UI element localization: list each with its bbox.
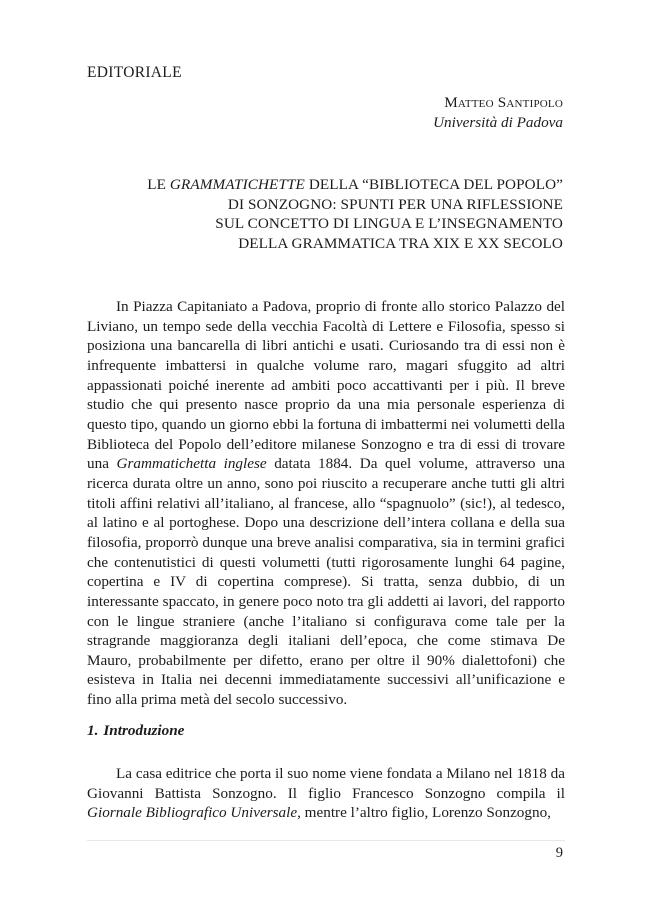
title-line-2: DI SONZOGNO: SPUNTI PER UNA RIFLESSIONE [227, 195, 563, 213]
title-line-4: DELLA GRAMMATICA TRA XIX E XX SECOLO [238, 234, 563, 252]
body-text [87, 764, 565, 823]
body-paragraph [87, 764, 565, 823]
author-block [433, 93, 563, 133]
author-affiliation: Università di Padova [433, 114, 563, 131]
author-name: Matteo Santipolo [444, 94, 563, 111]
title-line-1 [147, 175, 563, 195]
abstract-text-1: In Piazza Capitaniato a Padova, proprio di fronte allo storico Palazzo del Liviano, un tempo sede della vecchia Facoltà di Lettere e Filosofia, spesso si posiziona una bancarella di libri antichi e usati. Curiosando tra di essi non è infrequente imbattersi in qualche volume raro, magari sfuggito ad altri appassionati poiché inerente ad ambiti poco accattivanti per i più. Il breve studio che qui presento nasce proprio da una mia personale esperienza di questo tipo, quando un giorno ebbi la fortuna di imbattermi nei volumetti della Biblioteca del Popolo dell’editore milanese Sonzogno e tra di essi di trovare una [87, 298, 565, 473]
body-text-2: , mentre l’altro figlio, Lorenzo Sonzogno, [297, 804, 551, 822]
abstract-text-2: datata 1884. Da quel volume, attraverso una ricerca durata oltre un anno, sono poi riuscito a recuperare anche tutti gli altri titoli affini relativi all’italiano, al francese, allo “spagnuolo” (sic!), al tedesco, al latino e al portoghese. Dopo una descrizione dell’intera collana e della sua filosofia, proporrò dunque una breve analisi comparativa, sia in termini grafici che contenutistici di questi volumetti (tutti rigorosamente lunghi 64 pagine, copertina e IV di copertina comprese). Si tratta, senza dubbio, di un interessante spaccato, in genere poco noto tra gli addetti ai lavori, del rapporto con le lingue straniere (anche l’italiano si configurava come tale per la stragrande maggioranza degli italiani dell’epoca, che come stimava De Mauro, probabilmente per difetto, erano per oltre il 90% dialettofoni) che esisteva in Italia nei decenni immediatamente successivi all’unificazione e fino alla prima metà del secolo successivo. [87, 455, 565, 709]
abstract-italic-title: Grammatichetta inglese [116, 455, 267, 473]
title-line-1-suffix: DELLA “BIBLIOTECA DEL POPOLO” [304, 176, 563, 193]
body-text-1: La casa editrice che porta il suo nome viene fondata a Milano nel 1818 da Giovanni Battista Sonzogno. Il figlio Francesco Sonzogno compila il [87, 765, 565, 802]
page-number: 9 [555, 845, 563, 861]
title-line-3: SUL CONCETTO DI LINGUA E L’INSEGNAMENTO [215, 215, 563, 232]
section-label: EDITORIALE [87, 64, 182, 81]
body-italic-title: Giornale Bibliografico Universale [87, 804, 298, 822]
title-line-1-italic: GRAMMATICHETTE [169, 176, 305, 193]
section-heading [87, 722, 184, 740]
abstract [87, 297, 565, 710]
section-title: Introduzione [103, 722, 185, 739]
abstract-paragraph [87, 297, 565, 710]
footer-divider [87, 840, 565, 841]
section-number: 1. [87, 722, 99, 739]
article-title [147, 175, 563, 253]
title-line-1-prefix: LE [147, 176, 170, 193]
